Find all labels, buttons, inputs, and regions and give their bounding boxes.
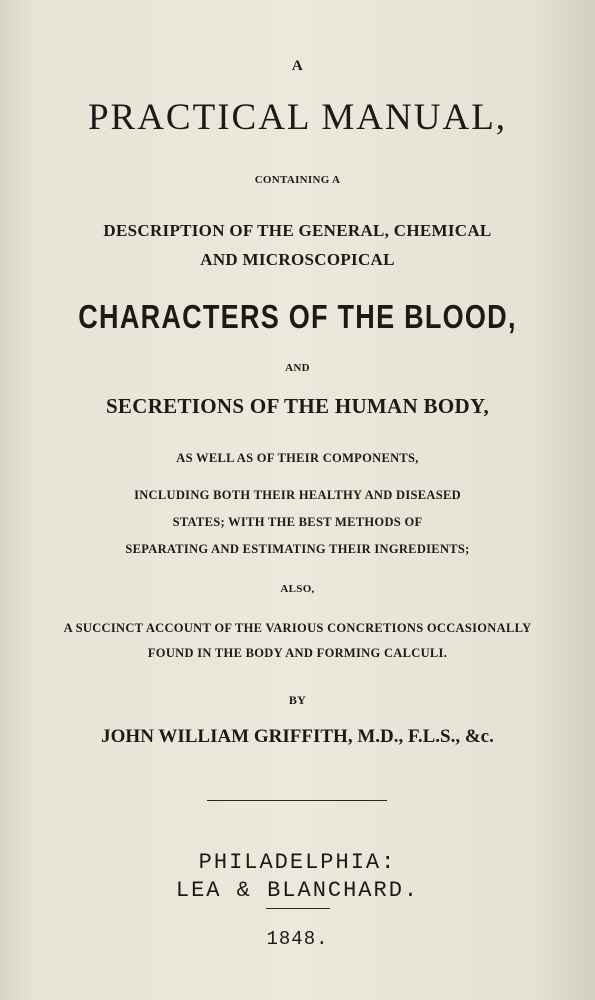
and-line: AND [285, 362, 310, 374]
secretions-title: SECRETIONS OF THE HUMAN BODY, [105, 394, 490, 418]
blood-title: CHARACTERS OF THE BLOOD, [78, 298, 517, 335]
main-title: PRACTICAL MANUAL, [87, 97, 508, 138]
publisher-name: LEA & BLANCHARD. [175, 878, 420, 903]
description-line-1: DESCRIPTION OF THE GENERAL, CHEMICAL [103, 221, 492, 240]
publication-year: 1848. [266, 928, 329, 950]
including-line-3: SEPARATING AND ESTIMATING THEIR INGREDIENTS; [125, 542, 470, 556]
article-word: A [291, 58, 304, 74]
also-line: ALSO, [280, 583, 315, 595]
including-line-1: INCLUDING BOTH THEIR HEALTHY AND DISEASED [134, 488, 461, 502]
publication-city: PHILADELPHIA: [198, 850, 397, 875]
author-name: JOHN WILLIAM GRIFFITH, M.D., F.L.S., &c. [101, 726, 494, 747]
by-line: BY [288, 693, 307, 707]
succinct-line-2: FOUND IN THE BODY AND FORMING CALCULI. [147, 646, 448, 660]
divider-rule [207, 800, 387, 801]
including-line-2: STATES; WITH THE BEST METHODS OF [172, 515, 423, 529]
short-divider-rule [266, 908, 330, 909]
containing-line: CONTAINING A [254, 174, 341, 186]
as-well-line: AS WELL AS OF THEIR COMPONENTS, [176, 451, 419, 465]
description-line-2: AND MICROSCOPICAL [200, 250, 395, 269]
succinct-line-1: A SUCCINCT ACCOUNT OF THE VARIOUS CONCRETIONS OCCASIONALLY [63, 621, 532, 635]
